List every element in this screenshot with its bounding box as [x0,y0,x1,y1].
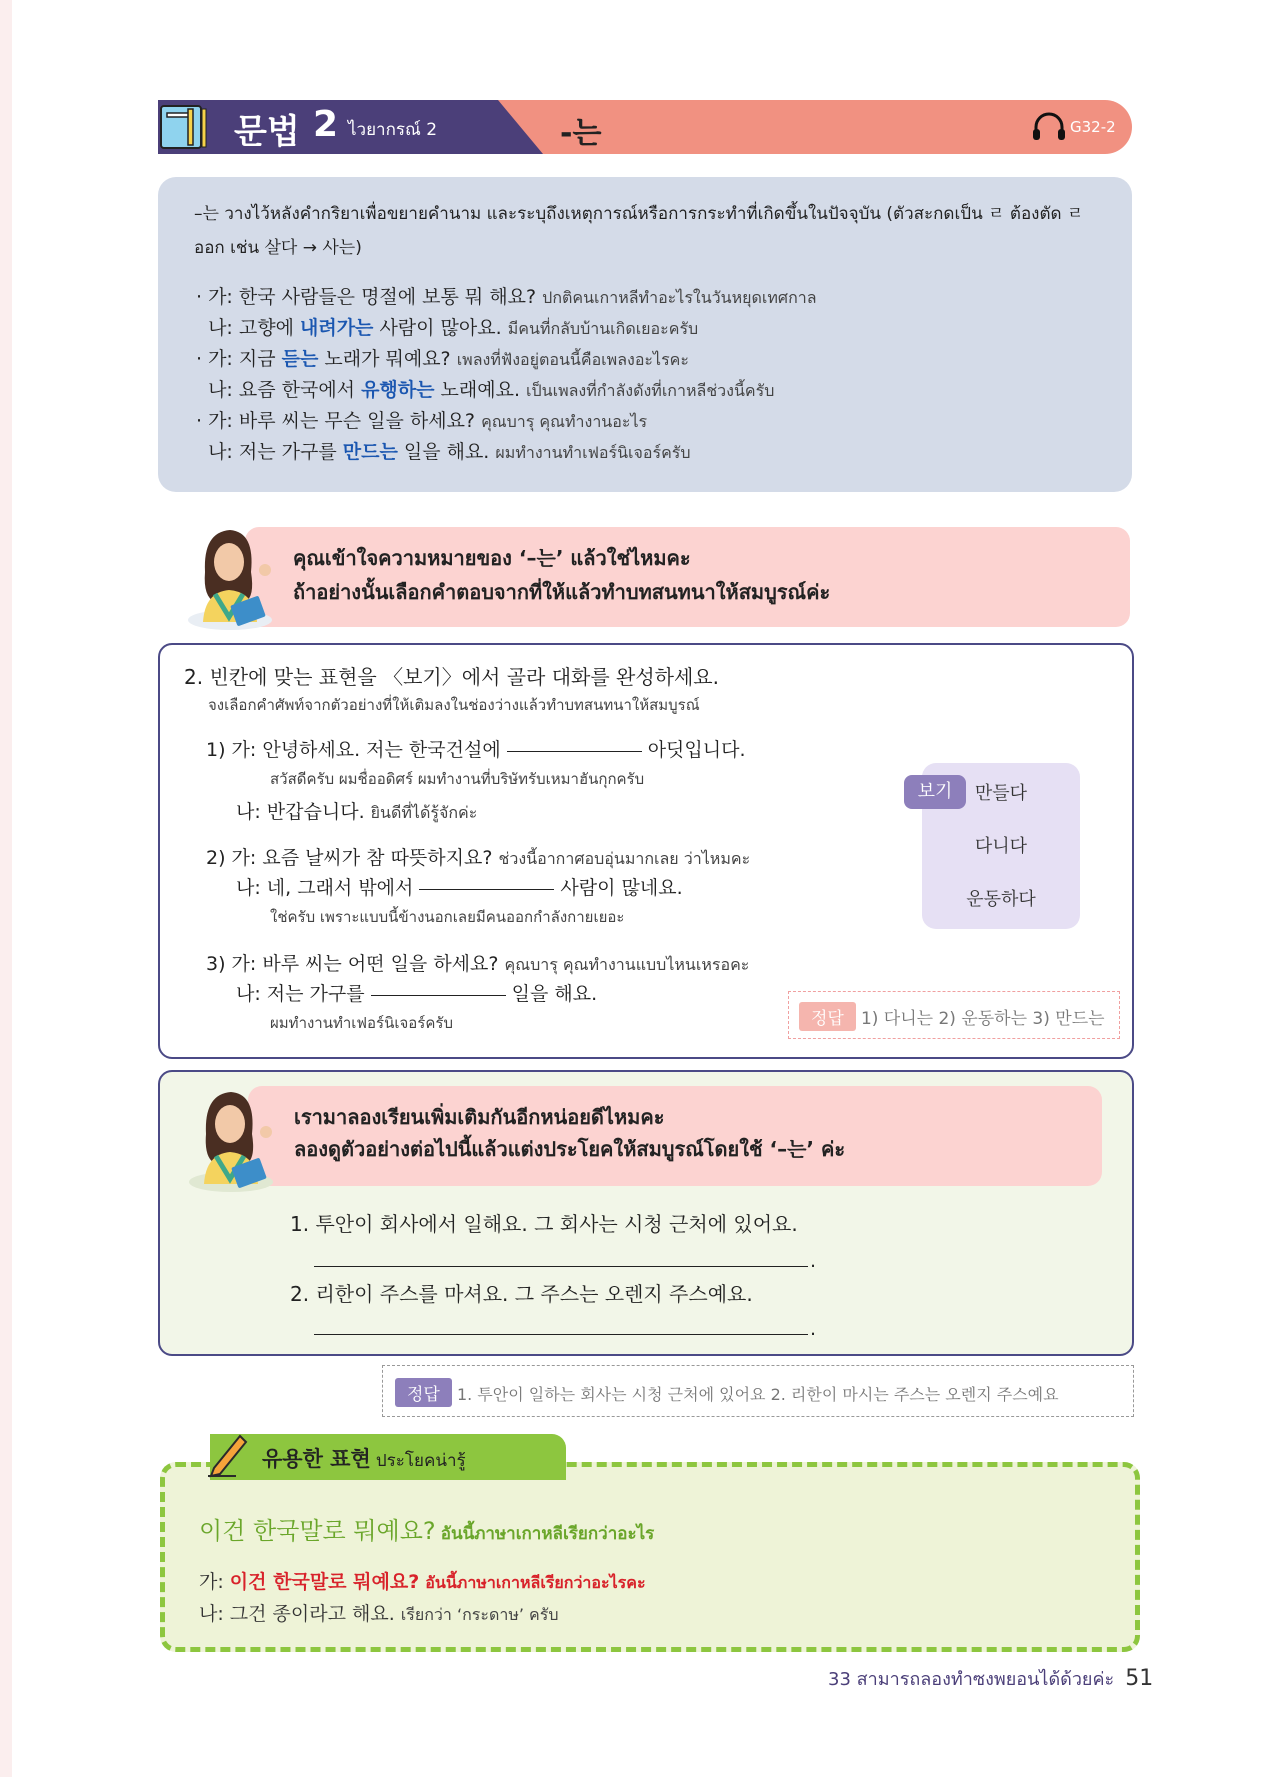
teacher-banner [248,1086,1102,1186]
book-icon [160,103,208,151]
answer-line[interactable] [314,1334,808,1335]
answer-box [382,1365,1134,1417]
question-2b-thai: ใช่ครับ เพราะแบบนี้ข้างนอกเลยมีคนออกกำลังกายเยอะ [270,908,625,926]
useful-dialogue-a: 가: 이건 한국말로 뭐예요? อันนี้ภาษาเกาหลีเรียกว่าอะไรคะ [199,1571,646,1593]
line-period: . [810,1318,817,1340]
question-3a: 3) 가: 바루 씨는 어떤 일을 하세요? คุณบารุ คุณทำงานแบบไหนเหรอคะ [206,953,750,975]
answer-text: 1) 다니는 2) 운동하는 3) 만드는 [860,1009,1105,1029]
audio-track-code: G32-2 [1070,118,1116,136]
useful-expression-box [160,1462,1140,1652]
banner-line: ถ้าอย่างนั้นเลือกคำตอบจากที่ให้แล้วทำบทสนทนาให้สมบูรณ์ค่ะ [293,580,831,604]
teacher-illustration [186,1084,286,1194]
useful-dialogue-b: 나: 그건 종이라고 해요. เรียกว่า ‘กระดาษ’ ครับ [199,1603,559,1625]
useful-expression-tab: 유용한 표현 ประโยคน่ารู้ [210,1434,566,1480]
exercise-instruction-thai: จงเลือกคำศัพท์จากตัวอย่างที่ให้เติมลงในช่องว่างแล้วทำบทสนทนาให้สมบูรณ์ [208,696,700,714]
header-title: 문법 [234,112,300,152]
example-line: 나: 요즘 한국에서 유행하는 노래예요. เป็นเพลงที่กำลังดังที่เกาหลีช่วงนี้ครับ [196,379,775,401]
question-3b: 나: 저는 가구를 일을 해요. [236,983,598,1005]
practice-sentence-1: 1. 투안이 회사에서 일해요. 그 회사는 시청 근처에 있어요. [290,1212,798,1236]
banner-line: ลองดูตัวอย่างต่อไปนี้แล้วแต่งประโยคให้สมบูรณ์โดยใช้ ‘–는’ ค่ะ [294,1137,846,1161]
explanation-box [158,177,1132,492]
question-1b: 나: 반갑습니다. ยินดีที่ได้รู้จักค่ะ [236,801,478,823]
bogi-word: 다니다 [974,836,1028,857]
answer-blank[interactable] [419,888,554,890]
example-line: · 가: 바루 씨는 무슨 일을 하세요? คุณบารุ คุณทำงานอะไร [196,410,648,432]
question-3b-thai: ผมทำงานทำเฟอร์นิเจอร์ครับ [270,1014,453,1032]
practice-sentence-2: 2. 리한이 주스를 마셔요. 그 주스는 오렌지 주스예요. [290,1282,753,1306]
chapter-title: 33 สามารถลองทำซงพยอนได้ด้วยค่ะ [828,1669,1115,1690]
answer-box [788,991,1120,1039]
example-line: 나: 저는 가구를 만드는 일을 해요. ผมทำงานทำเฟอร์นิเจอร์ครับ [196,441,691,463]
explanation-text: –는 วางไว้หลังคำกริยาเพื่อขยายคำนาม และระบุถึงเหตุการณ์หรือการกระทำที่เกิดขึ้นในปัจจุบัน (ตัวสะกดเป็น ㄹ ต้องตัด ㄹ ออก เช่น 살다 → 사는) [194,204,1084,258]
headphone-icon[interactable] [1032,112,1066,142]
bogi-word: 운동하다 [966,889,1036,910]
page-number: 51 [1125,1666,1154,1691]
question-2a: 2) 가: 요즘 날씨가 참 따뜻하지요? ช่วงนี้อากาศอบอุ่นมากเลย ว่าไหมคะ [206,847,751,869]
grammar-header [158,100,1132,154]
bogi-word: 만들다 [974,783,1028,804]
answer-blank[interactable] [507,750,642,752]
practice-box [158,1070,1134,1356]
answer-line[interactable] [314,1266,808,1267]
exercise-instruction: 2. 빈칸에 맞는 표현을 〈보기〉에서 골라 대화를 완성하세요. [184,665,719,689]
teacher-illustration [185,522,285,632]
bogi-label: 보기 [904,775,966,809]
example-line: · 가: 한국 사람들은 명절에 보통 뭐 해요? ปกติคนเกาหลีทำอะไรในวันหยุดเทศกาล [196,286,817,308]
example-line: 나: 고향에 내려가는 사람이 많아요. มีคนที่กลับบ้านเกิดเยอะครับ [196,317,699,339]
grammar-pattern: -는 [560,116,602,151]
answer-blank[interactable] [371,994,506,996]
answer-label: 정답 [799,1002,856,1031]
teacher-banner [245,527,1130,627]
header-subtitle: ไวยากรณ์ 2 [348,120,438,140]
example-line: · 가: 지금 듣는 노래가 뭐예요? เพลงที่ฟังอยู่ตอนนี้คือเพลงอะไรคะ [196,348,689,370]
question-2b: 나: 네, 그래서 밖에서 사람이 많네요. [236,877,683,899]
banner-line: คุณเข้าใจความหมายของ ‘–는’ แล้วใช่ไหมคะ [293,546,691,570]
answer-text: 1. 투안이 일하는 회사는 시청 근처에 있어요 2. 리한이 마시는 주스는 오렌지 주스예요 [456,1385,1059,1404]
page-edge [0,0,12,1777]
question-1a-thai: สวัสดีครับ ผมชื่ออดิศร์ ผมทำงานที่บริษัทรับเหมาฮันกุกครับ [270,770,645,788]
exercise-2-box [158,643,1134,1059]
line-period: . [810,1250,817,1272]
useful-main: 이건 한국말로 뭐예요? อันนี้ภาษาเกาหลีเรียกว่าอะไร [199,1517,655,1545]
pencil-icon [206,1428,250,1478]
answer-label: 정답 [395,1378,452,1407]
banner-line: เรามาลองเรียนเพิ่มเติมกันอีกหน่อยดีไหมคะ [294,1105,665,1129]
question-1a: 1) 가: 안녕하세요. 저는 한국건설에 아딧입니다. [206,739,746,761]
header-number: 2 [313,104,339,145]
page-footer [828,1664,1153,1693]
